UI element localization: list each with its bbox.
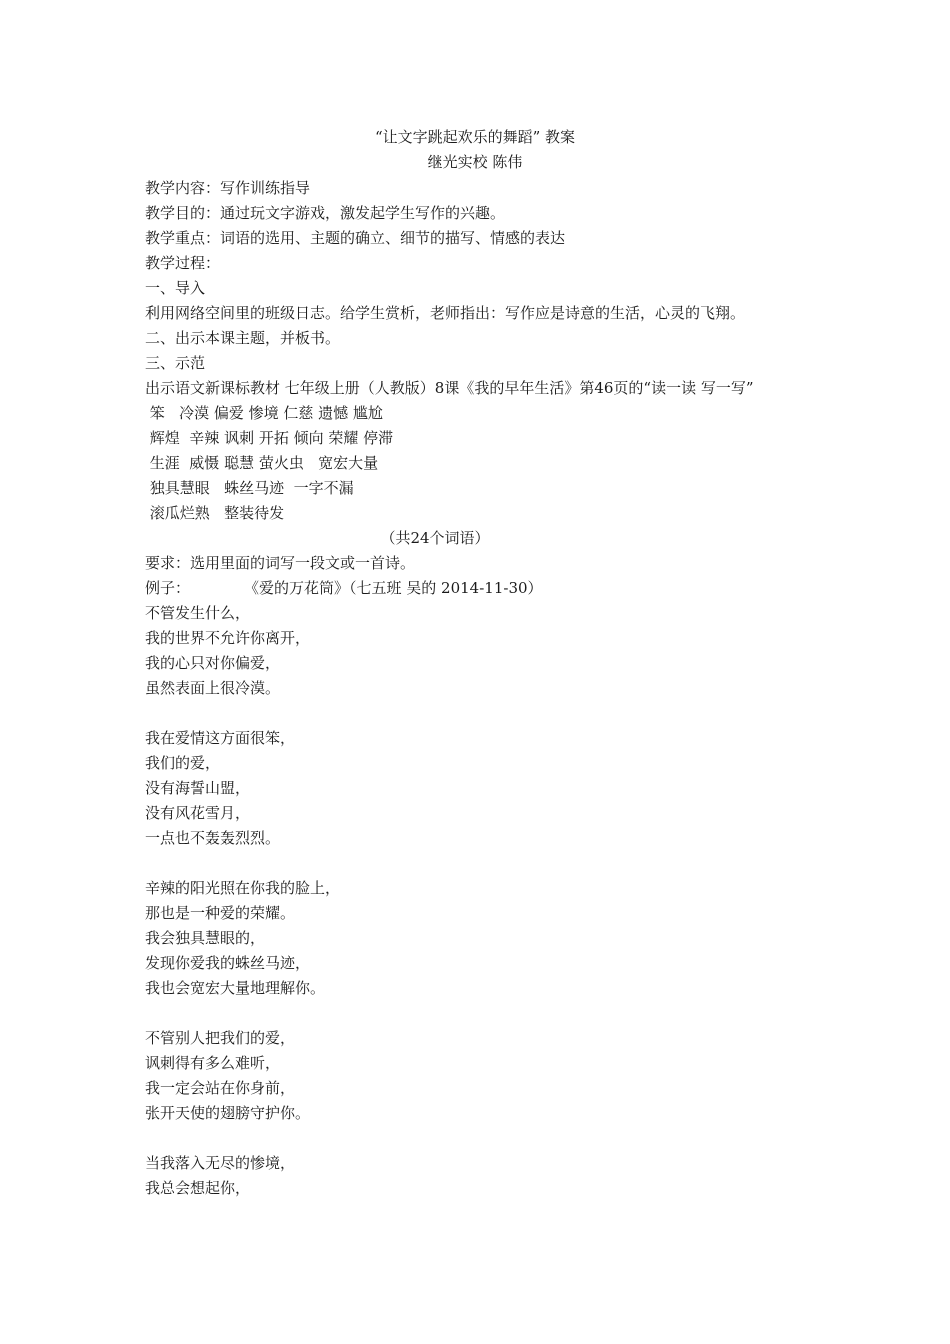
poem-line: 我在爱情这方面很笨， — [145, 729, 296, 747]
poem-line: 讽刺得有多么难听， — [145, 1054, 281, 1072]
poem-line: 没有风花雪月， — [145, 804, 251, 822]
stanza-spacer — [145, 851, 815, 876]
poem-stanza — [145, 1151, 815, 1201]
document-author: 继光实校 陈伟 — [427, 153, 523, 171]
poem-line: 张开天使的翅膀守护你。 — [145, 1104, 311, 1122]
poem-line: 我的心只对你偏爱， — [145, 654, 281, 672]
poem-line: 我会独具慧眼的， — [145, 929, 266, 947]
requirement: 要求：选用里面的词写一段文或一首诗。 — [145, 554, 416, 572]
poem-line: 虽然表面上很冷漠。 — [145, 679, 281, 697]
example-line — [145, 576, 815, 601]
material-intro: 出示语文新课标教材 七年级上册（人教版）8课《我的早年生活》第46页的“读一读 写一写” — [145, 379, 754, 397]
word-row: 笨 冷漠 偏爱 惨境 仁慈 遗憾 尴尬 — [145, 404, 383, 422]
stanza-spacer — [145, 1126, 815, 1151]
poem-line: 我的世界不允许你离开， — [145, 629, 311, 647]
example-label: 例子： — [145, 579, 191, 597]
poem-line: 不管别人把我们的爱， — [145, 1029, 296, 1047]
poem-line: 当我落入无尽的惨境， — [145, 1154, 296, 1172]
word-row: 辉煌 辛辣 讽刺 开拓 倾向 荣耀 停滞 — [145, 429, 394, 447]
poem-line: 我一定会站在你身前， — [145, 1079, 296, 1097]
stanza-spacer — [145, 701, 815, 726]
poem-stanza — [145, 726, 815, 851]
word-row: 独具慧眼 蛛丝马迹 一字不漏 — [145, 479, 354, 497]
word-row: 生涯 威慑 聪慧 萤火虫 宽宏大量 — [145, 454, 379, 472]
word-count: （共24个词语） — [380, 529, 490, 547]
teaching-content: 教学内容：写作训练指导 — [145, 179, 311, 197]
document-body — [145, 176, 815, 1201]
section-intro-text: 利用网络空间里的班级日志。给学生赏析，老师指出：写作应是诗意的生活，心灵的飞翔。 — [145, 304, 746, 322]
section-example-heading: 三、示范 — [145, 354, 206, 372]
teaching-goal: 教学目的：通过玩文字游戏，激发起学生写作的兴趣。 — [145, 204, 506, 222]
poem-line: 我总会想起你， — [145, 1179, 251, 1197]
section-topic-heading: 二、出示本课主题，并板书。 — [145, 329, 341, 347]
example-title: 《爱的万花筒》（七五班 吴的 2014-11-30） — [244, 579, 543, 597]
poem-line: 那也是一种爱的荣耀。 — [145, 904, 296, 922]
teaching-focus: 教学重点：词语的选用、主题的确立、细节的描写、情感的表达 — [145, 229, 566, 247]
document-title: “让文字跳起欢乐的舞蹈” 教案 — [374, 128, 576, 146]
poem-line: 我也会宽宏大量地理解你。 — [145, 979, 326, 997]
poem-stanza — [145, 876, 815, 1001]
poem-line: 我们的爱， — [145, 754, 221, 772]
section-intro-heading: 一、导入 — [145, 279, 206, 297]
teaching-process-heading: 教学过程： — [145, 254, 221, 272]
poem-line: 辛辣的阳光照在你我的脸上， — [145, 879, 341, 897]
poem-line: 没有海誓山盟， — [145, 779, 251, 797]
poem-stanza — [145, 601, 815, 701]
poem-line: 发现你爱我的蛛丝马迹， — [145, 954, 311, 972]
poem-line: 一点也不轰轰烈烈。 — [145, 829, 281, 847]
stanza-spacer — [145, 1001, 815, 1026]
poem-stanza — [145, 1026, 815, 1126]
word-row: 滚瓜烂熟 整装待发 — [145, 504, 285, 522]
poem-line: 不管发生什么， — [145, 604, 251, 622]
